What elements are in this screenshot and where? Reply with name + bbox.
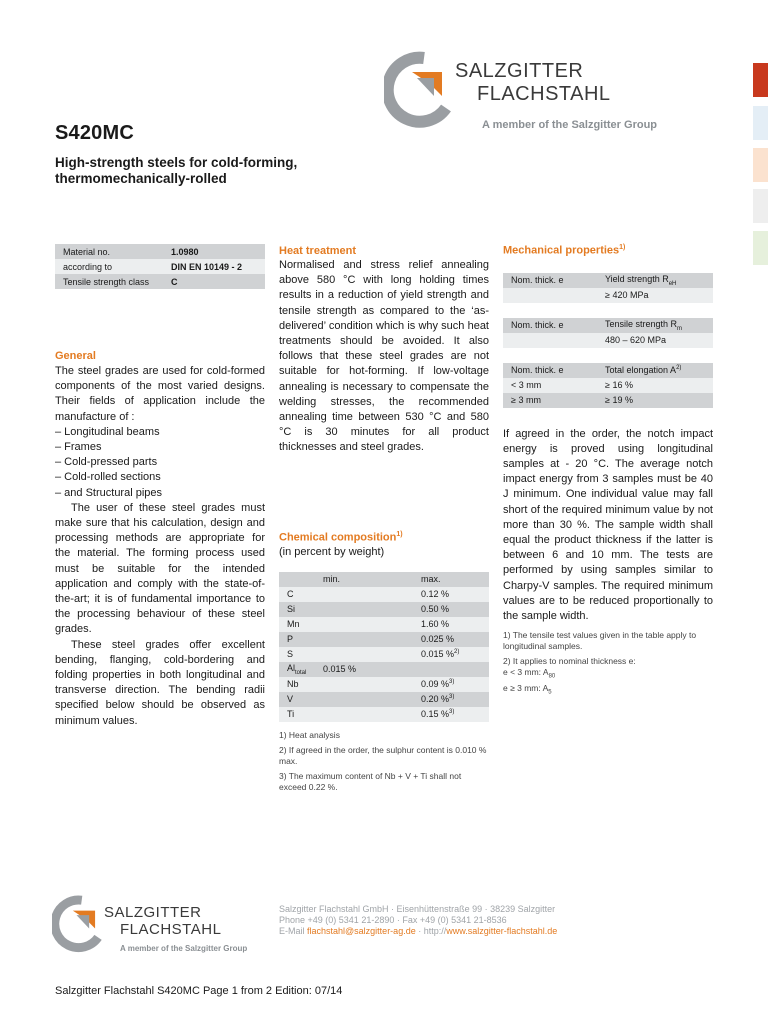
max-value: 0.09 %	[421, 679, 450, 690]
footnote	[503, 667, 713, 683]
footnote-ref: 3)	[449, 679, 455, 686]
material-label: Material no.	[55, 244, 163, 259]
max-cell	[413, 662, 489, 677]
footnote: 1) The tensile test values given in the table apply to longitudinal samples.	[503, 630, 697, 652]
footnote-text: 2) It applies to nominal thickness e:	[503, 656, 636, 667]
max-cell: 1.60 %	[413, 617, 489, 632]
mechanical-section	[503, 244, 713, 703]
footnote-ref: 3)	[449, 694, 455, 701]
footer-logo	[52, 894, 272, 964]
element-cell	[279, 677, 315, 692]
thickness-cell	[503, 288, 597, 303]
footnote: 2) If agreed in the order, the sulphur content is 0.010 % max.	[279, 744, 487, 766]
column-header	[597, 363, 713, 378]
table-row	[279, 617, 489, 632]
side-tab-green	[753, 231, 768, 265]
footnote	[503, 683, 713, 699]
chemical-heading	[279, 531, 489, 544]
impact-text: If agreed in the order, the notch impact energy is proved using longitudinal samples at - 20 °C. The average notch impact energy from 3 samples must be 40 J minimum. One individual value may fall short of the required minimum value by not more than 30 %. The sample width shall equal the product thickness if the latter is between 6 and 10 mm. The tests are performed by using samples similar to Charpy-V samples. The required minimum values are to be reduced proportionally to the sample width.	[503, 427, 713, 623]
column-header	[597, 318, 713, 333]
document-footer-line: Salzgitter Flachstahl S420MC Page 1 from 2 Edition: 07/14	[55, 985, 343, 997]
max-cell	[413, 647, 489, 662]
element-symbol: V	[287, 694, 294, 705]
table-row	[279, 647, 489, 662]
footnote: 1) Heat analysis	[279, 729, 340, 740]
material-label: Tensile strength class	[55, 274, 163, 289]
column-header-sup: 2)	[676, 365, 682, 372]
table-row	[279, 587, 489, 602]
column-header-text: Yield strength R	[605, 273, 669, 284]
page-subtitle: High-strength steels for cold-forming, thermomechanically-rolled	[55, 155, 298, 186]
min-cell	[315, 587, 413, 602]
max-cell	[413, 707, 489, 722]
element-cell	[279, 602, 315, 617]
thickness-cell: ≥ 3 mm	[503, 393, 597, 408]
general-body	[55, 364, 265, 729]
element-symbol: C	[287, 589, 294, 600]
footnote-subscript: 5	[548, 689, 552, 696]
column-header-subscript: eH	[668, 280, 677, 287]
email-link[interactable]: flachstahl@salzgitter-ag.de	[307, 926, 416, 936]
list-item: – Frames	[55, 441, 102, 454]
element-cell	[279, 617, 315, 632]
general-section	[55, 350, 265, 729]
value-cell: ≥ 16 %	[597, 378, 713, 393]
element-cell	[279, 662, 315, 677]
max-cell: 0.50 %	[413, 602, 489, 617]
column-header: Nom. thick. e	[503, 273, 597, 288]
footnote-ref: 2)	[454, 649, 460, 656]
side-tab-peach	[753, 148, 768, 182]
company-address: Salzgitter Flachstahl GmbH · Eisenhüttenstraße 99 · 38239 Salzgitter	[279, 904, 556, 914]
value-cell: ≥ 19 %	[597, 393, 713, 408]
column-header-text: Total elongation A	[605, 365, 677, 376]
max-cell: 0.12 %	[413, 587, 489, 602]
mechanical-heading-sup: 1)	[619, 244, 626, 251]
column-header: Nom. thick. e	[503, 318, 597, 333]
element-symbol: Si	[287, 604, 296, 615]
brand-name-line1: SALZGITTER	[455, 60, 584, 82]
element-cell	[279, 632, 315, 647]
company-contact	[279, 926, 557, 937]
element-symbol: Nb	[287, 679, 299, 690]
tensile-table	[503, 318, 713, 348]
email-label: E-Mail	[279, 926, 308, 936]
table-header-row	[503, 363, 713, 378]
list-item: – and Structural pipes	[55, 486, 163, 499]
min-cell	[315, 707, 413, 722]
side-tab-red	[753, 63, 768, 97]
brand-name-line1: SALZGITTER	[104, 904, 202, 921]
list-item: – Longitudinal beams	[55, 425, 160, 438]
min-cell	[315, 602, 413, 617]
list-item: – Cold-pressed parts	[55, 456, 158, 469]
value-cell: ≥ 420 MPa	[597, 288, 713, 303]
element-cell	[279, 587, 315, 602]
element-symbol: Ti	[287, 709, 295, 720]
table-row	[279, 662, 489, 677]
footnote: 3) The maximum content of Nb + V + Ti shall not exceed 0.22 %.	[279, 770, 462, 792]
element-cell	[279, 692, 315, 707]
side-tab-blue	[753, 106, 768, 140]
max-value: 0.15 %	[421, 709, 450, 720]
column-header: max.	[413, 572, 489, 587]
page-title: S420MC	[55, 122, 135, 144]
thickness-cell	[503, 333, 597, 348]
general-para3: These steel grades offer excellent bending, flanging, cold-bordering and folding properties in both longitudinal and transverse direction. The bending radii specified below should be observed as minimum values.	[55, 638, 265, 727]
general-para2: The user of these steel grades must make sure that his calculation, design and processing methods are appropriate for the material. The forming process used must be suitable for the intended application and comply with the state-of-the-art; it is of fundamental importance to the processing behaviour of these steel grades.	[55, 501, 265, 636]
heat-treatment-section	[279, 245, 489, 456]
column-header: min.	[315, 572, 413, 587]
material-value: 1.0980	[163, 244, 265, 259]
min-cell	[315, 692, 413, 707]
brand-name-line2: FLACHSTAHL	[120, 921, 222, 938]
yield-table	[503, 273, 713, 303]
logo-mark-icon	[52, 894, 104, 954]
max-cell	[413, 677, 489, 692]
value-cell: 480 – 620 MPa	[597, 333, 713, 348]
column-header-subscript: m	[677, 325, 683, 332]
table-row	[503, 288, 713, 303]
general-heading: General	[55, 350, 96, 362]
max-cell: 0.025 %	[413, 632, 489, 647]
chemical-footnotes	[279, 730, 489, 793]
side-tab-gray	[753, 189, 768, 223]
table-row	[503, 378, 713, 393]
element-cell	[279, 647, 315, 662]
web-separator: · http://	[415, 926, 447, 936]
table-row	[279, 707, 489, 722]
min-cell: 0.015 %	[315, 662, 413, 677]
material-value: C	[163, 274, 265, 289]
material-row	[55, 244, 265, 259]
material-table	[55, 244, 265, 289]
column-header-text: Tensile strength R	[605, 318, 678, 329]
element-cell	[279, 707, 315, 722]
material-value: DIN EN 10149 - 2	[163, 259, 265, 274]
table-header-row	[503, 318, 713, 333]
heat-treatment-text: Normalised and stress relief annealing above 580 °C with long holding times results in a reduction of yield strength and tensile strength as compared to the ‘as-delivered’ condition which is why such heat treatments should be avoided. It also follows that these steel grades are not suitable for hot-forming. If low-voltage annealing is necessary to compensate the welding stresses, the recommended annealing time between 530 °C and 580 °C is 30 minutes for all product thicknesses and steel grades.	[279, 259, 489, 454]
chemical-heading-text: Chemical composition	[279, 531, 397, 544]
column-header	[597, 273, 713, 288]
chemical-table	[279, 572, 489, 722]
brand-name-line2: FLACHSTAHL	[477, 83, 611, 105]
footnote-text: e < 3 mm: A	[503, 667, 549, 678]
chemical-heading-sup: 1)	[396, 531, 403, 538]
material-label: according to	[55, 259, 163, 274]
min-cell	[315, 632, 413, 647]
footnote	[503, 656, 713, 667]
thickness-cell: < 3 mm	[503, 378, 597, 393]
column-header: Nom. thick. e	[503, 363, 597, 378]
footer-address	[279, 904, 557, 937]
footnote-text: e ≥ 3 mm: A	[503, 682, 549, 693]
mechanical-heading-text: Mechanical properties	[503, 244, 620, 257]
material-row	[55, 259, 265, 274]
table-row	[279, 677, 489, 692]
general-intro: The steel grades are used for cold-formed components of the most varied designs. Their fields of application include the manufacture of :	[55, 365, 265, 423]
website-link[interactable]: www.salzgitter-flachstahl.de	[446, 926, 558, 936]
min-cell	[315, 617, 413, 632]
footnote-ref: 3)	[449, 709, 455, 716]
mechanical-footnotes	[503, 630, 713, 698]
table-row	[279, 602, 489, 617]
element-symbol: S	[287, 649, 294, 660]
chemical-note: (in percent by weight)	[279, 545, 385, 558]
table-header-row	[503, 273, 713, 288]
table-header-row	[279, 572, 489, 587]
table-row	[279, 632, 489, 647]
column-header	[279, 572, 315, 587]
min-cell	[315, 677, 413, 692]
max-cell	[413, 692, 489, 707]
chemical-section	[279, 531, 489, 797]
footnote-subscript: 80	[548, 673, 556, 680]
table-row	[503, 333, 713, 348]
brand-tagline: A member of the Salzgitter Group	[120, 944, 248, 953]
element-symbol: Mn	[287, 619, 300, 630]
element-subscript: total	[295, 669, 307, 676]
table-row	[503, 393, 713, 408]
mechanical-heading	[503, 244, 713, 257]
min-cell	[315, 647, 413, 662]
table-row	[279, 692, 489, 707]
elongation-table	[503, 363, 713, 408]
logo-mark-icon	[384, 50, 454, 130]
element-symbol: Al	[287, 662, 296, 673]
brand-tagline: A member of the Salzgitter Group	[482, 119, 658, 131]
header-logo	[384, 50, 684, 140]
company-phone: Phone +49 (0) 5341 21-2890 · Fax +49 (0) 5341 21-8536	[279, 915, 507, 925]
application-list	[55, 425, 265, 501]
material-row	[55, 274, 265, 289]
heat-treatment-heading: Heat treatment	[279, 245, 357, 257]
list-item: – Cold-rolled sections	[55, 471, 161, 484]
max-value: 0.015 %	[421, 649, 455, 660]
max-value: 0.20 %	[421, 694, 450, 705]
element-symbol: P	[287, 634, 294, 645]
